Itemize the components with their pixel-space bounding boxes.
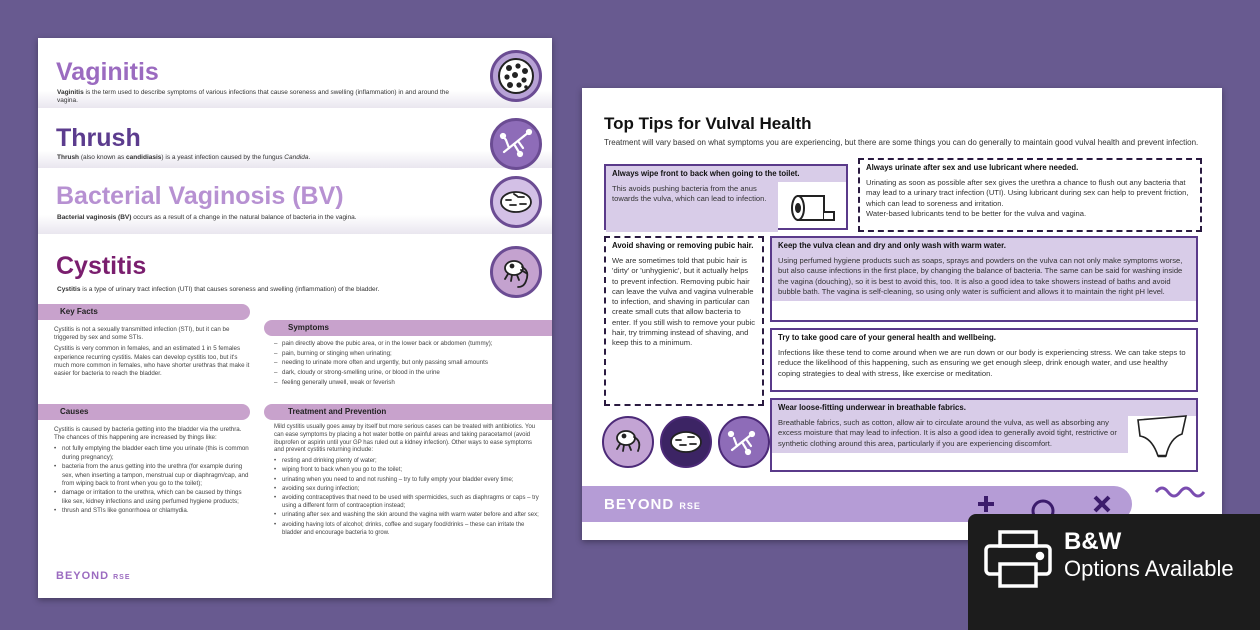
list-item: • avoiding contraceptives that need to be used with spermicides, such as diaphragms or caps – try using a different form of contraception instead; (274, 495, 540, 511)
list-item: • avoiding sex during infection; (274, 486, 540, 494)
intro-text: Treatment will vary based on what symptoms you are experiencing, but there are some things you can do generally to maintain good vulval health and prevent infection. (604, 138, 1199, 147)
list-item: • not fully emptying the bladder each time you urinate (this is common during pregnancy); (54, 445, 250, 461)
tip-heading: Wear loose-fitting underwear in breathable fabrics. (772, 400, 1196, 416)
left-worksheet (38, 38, 552, 598)
tip-heading: Always urinate after sex and use lubricant where needed. (866, 163, 1079, 172)
bacteria-dots-icon (490, 50, 542, 102)
underwear-icon (1134, 412, 1190, 462)
list-item: • bacteria from the anus getting into the urethra (for example during sex, when inserting a tampon, menstrual cup or diaphragm/cap, and from wiping back to front when you go to the toilet); (54, 463, 250, 488)
bacterium-flagella-icon (602, 416, 654, 468)
condition-description: Bacterial vaginosis (BV) occurs as a result of a change in the natural balance of bacteria in the vagina. (57, 214, 357, 221)
condition-title: Thrush (56, 124, 141, 152)
list-item: – pain directly above the pubic area, or in the lower back or abdomen (tummy); (274, 340, 538, 348)
bacterium-flagella-icon (490, 246, 542, 298)
tip-keep-clean (770, 236, 1198, 322)
badge-subtitle: Options Available (1064, 556, 1234, 581)
right-worksheet (582, 88, 1222, 540)
list-item: – feeling generally unwell, weak or feverish (274, 379, 538, 387)
tip-body: Breathable fabrics, such as cotton, allow air to circulate around the vulva, as well as absorbing any excess moisture that may lead to infection. It is also a good idea to generally avoid tight, restrictive or synthetic clothing around this area, particularly if you are experiencing discomfort. (772, 416, 1128, 453)
symptoms-list (274, 340, 538, 389)
section-heading-treatment: Treatment and Prevention (264, 404, 552, 420)
condition-thrush (38, 110, 552, 170)
printer-icon (982, 528, 1054, 590)
tip-avoid-shaving (604, 236, 764, 406)
wave-icon (1154, 482, 1210, 498)
tip-body: This avoids pushing bacteria from the anus towards the vulva, which can lead to infection. (606, 182, 778, 232)
condition-vaginitis (38, 38, 552, 110)
list-item: – needing to urinate more often and urgently, but only passing small amounts (274, 359, 538, 367)
tip-heading: Try to take good care of your general health and wellbeing. (778, 333, 996, 342)
list-item: • thrush and STIs like gonorrhoea or chlamydia. (54, 507, 250, 515)
list-item: – dark, cloudy or strong-smelling urine, or blood in the urine (274, 369, 538, 377)
list-item: • avoiding having lots of alcohol; drinks, coffee and sugary food/drinks – these can irritate the bladder and encourage bacteria to grow. (274, 522, 540, 538)
brand-logo: BEYOND RSE (604, 496, 701, 513)
tip-wipe-front-to-back (604, 164, 848, 230)
bacterium-cluster-icon (490, 176, 542, 228)
tip-general-health (770, 328, 1198, 392)
toilet-roll-icon (788, 188, 838, 228)
condition-title: Bacterial Vaginosis (BV) (56, 182, 344, 210)
tip-body: Urinating as soon as possible after sex gives the urethra a chance to flush out any bacteria that may lead to a urinary tract infection (UTI). Using lubricant during sex can help to prevent friction, which can lead to soreness and irritation. Water-based lubricants tend to be better for the vulva and vagina. (866, 178, 1189, 218)
tip-heading: Keep the vulva clean and dry and only wash with warm water. (772, 238, 1196, 254)
page-title: Top Tips for Vulval Health (604, 114, 812, 133)
fungus-icon (490, 118, 542, 170)
bw-options-badge (968, 514, 1260, 630)
list-item: • urinating after sex and washing the skin around the vagina with warm water before and after sex; (274, 512, 540, 520)
section-heading-causes: Causes (38, 404, 250, 420)
tip-heading: Always wipe front to back when going to the toilet. (606, 166, 846, 182)
list-item: • urinating when you need to and not rushing – try to fully empty your bladder every time; (274, 477, 540, 485)
list-item: – pain, burning or stinging when urinating; (274, 350, 538, 358)
tip-body: Infections like these tend to come around when we are run down or our body is experiencing stress. We can take steps to reduce the likelihood of this happening, such as ensuring we get enough sleep, drink enough water, and use healthy coping strategies to deal with stress, like exercise or meditation. (778, 348, 1186, 378)
badge-title: B&W (1064, 528, 1122, 555)
condition-cystitis (38, 236, 552, 300)
section-heading-key-facts: Key Facts (38, 304, 250, 320)
list-item: • wiping front to back when you go to the toilet; (274, 467, 540, 475)
condition-description: Vaginitis is the term used to describe symptoms of various infections that cause soreness and swelling (inflammation) in and around the vagina. (57, 89, 450, 104)
tip-heading: Avoid shaving or removing pubic hair. (612, 241, 754, 250)
cross-icon (1092, 494, 1112, 514)
list-item: • resting and drinking plenty of water; (274, 458, 540, 466)
fungus-icon (718, 416, 770, 468)
section-heading-symptoms: Symptoms (264, 320, 552, 336)
treatment-text: Mild cystitis usually goes away by itself but more serious cases can be treated with antibiotics. You can ease symptoms by placing a hot water bottle on painful areas and taking paracetamol (avoid ibuprofen or aspirin until your GP has ruled out a kidney infection). Other ways to ease symptoms and prevent cystitis returning include: • resting and drinking plenty of water; • wiping front to back when you go to the toilet; • urinating when you need to and not rushing – try to fully empty your bladder every time; • avoiding sex during infection; • avoiding contraceptives that need to be used with spermicides, such as diaphragms or caps – try using a different form of contraception instead; • urinating after sex and washing the skin around the vagina with warm water before and after sex; • avoiding having lots of alcohol; drinks, coffee and sugary food/drinks – these can irritate the bladder and encourage bacteria to grow. (274, 424, 540, 539)
condition-description: Thrush (also known as candidiasis) is a yeast infection caused by the fungus Candida. (57, 154, 311, 161)
list-item: • damage or irritation to the urethra, which can be caused by things like sex, kidney infections and using perfumed hygiene products; (54, 489, 250, 505)
condition-description: Cystitis is a type of urinary tract infection (UTI) that causes soreness and swelling (inflammation) of the bladder. (57, 286, 380, 293)
key-facts-text: Cystitis is not a sexually transmitted infection (STI), but it can be triggered by sex and some STIs. Cystitis is very common in females, and an estimated 1 in 5 females experience recurring cystitis. Males can develop cystitis too, but it's much more common in females, who have shorter urethras that make it easier for bacteria to reach the bladder. (54, 326, 250, 378)
brand-logo: BEYOND RSE (56, 570, 131, 582)
bacterium-cluster-icon (660, 416, 712, 468)
icon-row (602, 416, 770, 468)
tip-urinate-after-sex (858, 158, 1202, 232)
plus-icon (976, 494, 996, 514)
condition-title: Cystitis (56, 252, 147, 280)
tip-body: We are sometimes told that pubic hair is 'dirty' or 'unhygienic', but it actually helps to prevent infection. Removing pubic hair can leave the vulva and vagina vulnerable to infection, and shaving in particular can create small cuts that allow bacteria to enter. If you still wish to remove your pubic hair, try trimming instead of shaving, and keep this to a minimum. (612, 256, 756, 348)
tip-body: Using perfumed hygiene products such as soaps, sprays and powders on the vulva can not only make symptoms worse, but also cause infections in the first place, by changing the balance of bacteria. The same can be said for washing inside the vagina (douching), so it is best to avoid this, too. It is also a good idea to take showers instead of baths and avoid bubble bath. The vagina is self-cleaning, so using only water is sufficient and allows it to maintain the right pH level. (772, 254, 1196, 301)
tip-loose-underwear (770, 398, 1198, 472)
causes-text: Cystitis is caused by bacteria getting into the bladder via the urethra. The chances of this happening are increased by things like: • not fully emptying the bladder each time you urinate (this is common during pregnancy); • bacteria from the anus getting into the urethra (for example during sex, when inserting a tampon, menstrual cup or diaphragm/cap, and from wiping back to front when you go to the toilet); • damage or irritation to the urethra, which can be caused by things like sex, kidney infections and using perfumed hygiene products; • thrush and STIs like gonorrhoea or chlamydia. (54, 426, 250, 517)
condition-title: Vaginitis (56, 58, 159, 86)
condition-bacterial-vaginosis (38, 170, 552, 236)
